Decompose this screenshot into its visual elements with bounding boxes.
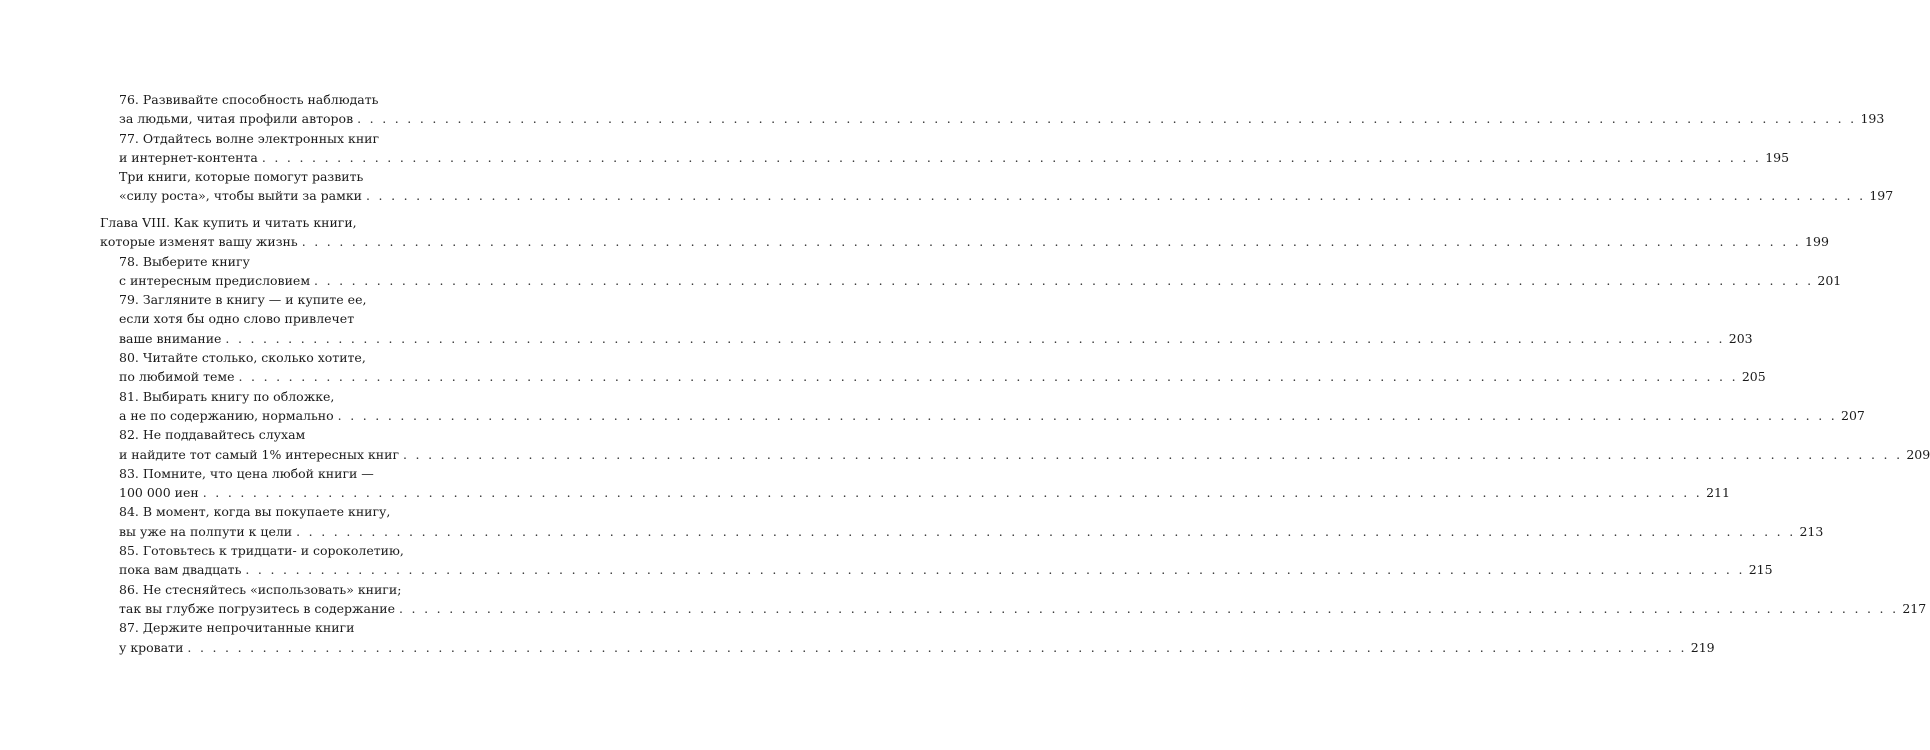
- toc-block-continued: [100, 90, 1894, 206]
- toc-line: [119, 129, 462, 148]
- toc-entry-text: и найдите тот самый 1% интересных книг: [119, 446, 399, 462]
- toc-line: [119, 618, 443, 637]
- toc-line: [119, 252, 443, 271]
- toc-entry-text: и интернет-контента: [119, 149, 258, 165]
- dot-leader: . . . . . . . . . . . . . . . . . . . . . . . . . . . . . . . . . . . . . . . . . . . . . . . . . . . . . . . . . . . . . . . . . . . . . . . . . . . . . . . . . . . . . . . . . . . . . . . . . . . . . . . . . . . . . . . . . . . . . . . .: [337, 407, 1838, 423]
- page-number: 201: [1817, 272, 1842, 288]
- chapter-heading: [100, 213, 1829, 252]
- toc-entry-text: 84. В момент, когда вы покупаете книгу,: [119, 504, 391, 520]
- toc-line: [119, 309, 443, 328]
- toc-entry: [119, 425, 1930, 464]
- toc-entry: [119, 348, 1766, 387]
- toc-entry: [119, 580, 1927, 619]
- toc-entry: [119, 618, 1715, 657]
- toc-entry-text: 79. Загляните в книгу — и купите ее,: [119, 292, 367, 308]
- page-number: 213: [1799, 523, 1824, 539]
- page-number: 197: [1869, 188, 1894, 204]
- toc-entry-text: пока вам двадцать: [119, 562, 242, 578]
- toc-line: [119, 541, 443, 560]
- toc-entry-text: 77. Отдайтесь волне электронных книг: [119, 130, 380, 146]
- toc-line-with-page: [119, 186, 1894, 205]
- toc-entry-text: если хотя бы одно слово привлечет: [119, 311, 355, 327]
- dot-leader: . . . . . . . . . . . . . . . . . . . . . . . . . . . . . . . . . . . . . . . . . . . . . . . . . . . . . . . . . . . . . . . . . . . . . . . . . . . . . . . . . . . . . . . . . . . . . . . . . . . . . . . . . . . . . . . . . . . . . . . .: [296, 523, 1796, 539]
- dot-leader: . . . . . . . . . . . . . . . . . . . . . . . . . . . . . . . . . . . . . . . . . . . . . . . . . . . . . . . . . . . . . . . . . . . . . . . . . . . . . . . . . . . . . . . . . . . . . . . . . . . . . . . . . . . . . . . . . . . . . . . .: [187, 639, 1687, 655]
- dot-leader: . . . . . . . . . . . . . . . . . . . . . . . . . . . . . . . . . . . . . . . . . . . . . . . . . . . . . . . . . . . . . . . . . . . . . . . . . . . . . . . . . . . . . . . . . . . . . . . . . . . . . . . . . . . . . . . . . . . . . . . .: [399, 600, 1899, 616]
- toc-entry: [119, 387, 1865, 426]
- toc-block-chapter-8: [100, 213, 1930, 657]
- toc-line: [119, 387, 443, 406]
- page-number: 215: [1748, 562, 1773, 578]
- toc-line-with-page: [119, 445, 1930, 464]
- dot-leader: . . . . . . . . . . . . . . . . . . . . . . . . . . . . . . . . . . . . . . . . . . . . . . . . . . . . . . . . . . . . . . . . . . . . . . . . . . . . . . . . . . . . . . . . . . . . . . . . . . . . . . . . . . . . . . . . . . . . . . . .: [403, 446, 1903, 462]
- toc-line-with-page: [100, 232, 1829, 251]
- toc-line: [119, 348, 443, 367]
- toc-entry: [119, 167, 1894, 206]
- toc-line-with-page: [119, 406, 1865, 425]
- toc-line-with-page: [119, 148, 1790, 167]
- toc-entry-text: за людьми, читая профили авторов: [119, 111, 354, 127]
- dot-leader: . . . . . . . . . . . . . . . . . . . . . . . . . . . . . . . . . . . . . . . . . . . . . . . . . . . . . . . . . . . . . . . . . . . . . . . . . . . . . . . . . . . . . . . . . . . . . . . . . . . . . . . . . . . . . . . . . . . . . . . .: [301, 234, 1802, 250]
- toc-line: [119, 502, 443, 521]
- toc-entry-text: 76. Развивайте способность наблюдать: [119, 92, 379, 107]
- toc-entry-text: 86. Не стесняйтесь «использовать» книги;: [119, 581, 402, 597]
- toc-entry-text: 82. Не поддавайтесь слухам: [119, 427, 306, 443]
- toc-line: [119, 290, 443, 309]
- toc-entry: [119, 502, 1824, 541]
- toc-entry-text: ваше внимание: [119, 330, 222, 346]
- toc-entry-text: Три книги, которые помогут развить: [119, 169, 364, 185]
- toc-line: [119, 167, 462, 186]
- toc-entry-text: 100 000 иен: [119, 485, 199, 501]
- toc-line: [119, 90, 462, 109]
- toc-line-with-page: [119, 560, 1773, 579]
- toc-entry-text: 85. Готовьтесь к тридцати- и сороколетию,: [119, 543, 404, 559]
- toc-entry-text: у кровати: [119, 639, 184, 655]
- page-number: 193: [1860, 111, 1885, 127]
- toc-entry-text: 83. Помните, что цена любой книги —: [119, 465, 374, 481]
- toc-line-with-page: [119, 109, 1885, 128]
- toc-entry-text: так вы глубже погрузитесь в содержание: [119, 600, 396, 616]
- toc-line: [119, 425, 443, 444]
- page-number: 209: [1906, 446, 1930, 462]
- toc-entry-text: Глава VIII. Как купить и читать книги,: [100, 215, 357, 230]
- toc-entry-text: 78. Выберите книгу: [119, 253, 250, 269]
- toc-line-with-page: [119, 483, 1730, 502]
- toc-entry: [119, 290, 1753, 348]
- page-number: 207: [1841, 407, 1865, 423]
- page-number: 203: [1728, 330, 1753, 346]
- toc-entry-text: по любимой теме: [119, 369, 235, 385]
- toc-entry-text: «силу роста», чтобы выйти за рамки: [119, 188, 362, 204]
- toc-entry-text: 80. Читайте столько, сколько хотите,: [119, 350, 366, 366]
- dot-leader: . . . . . . . . . . . . . . . . . . . . . . . . . . . . . . . . . . . . . . . . . . . . . . . . . . . . . . . . . . . . . . . . . . . . . . . . . . . . . . . . . . . . . . . . . . . . . . . . . . . . . . . . . . . . . . . . . . . . . . . .: [202, 485, 1703, 501]
- page-number: 205: [1741, 369, 1766, 385]
- dot-leader: . . . . . . . . . . . . . . . . . . . . . . . . . . . . . . . . . . . . . . . . . . . . . . . . . . . . . . . . . . . . . . . . . . . . . . . . . . . . . . . . . . . . . . . . . . . . . . . . . . . . . . . . . . . . . . . . . . . . . . . .: [238, 369, 1738, 385]
- toc-entry-text: а не по содержанию, нормально: [119, 407, 334, 423]
- toc-entry: [119, 541, 1773, 580]
- chapter-entries: [100, 252, 1930, 657]
- dot-leader: . . . . . . . . . . . . . . . . . . . . . . . . . . . . . . . . . . . . . . . . . . . . . . . . . . . . . . . . . . . . . . . . . . . . . . . . . . . . . . . . . . . . . . . . . . . . . . . . . . . . . . . . . . . . . . . . . . . . . . . .: [261, 149, 1762, 165]
- toc-entry-text: вы уже на полпути к цели: [119, 523, 293, 539]
- toc-line-with-page: [119, 271, 1842, 290]
- toc-line-with-page: [119, 367, 1766, 386]
- toc-line: [119, 464, 443, 483]
- toc-entry: [119, 464, 1730, 503]
- toc-line-with-page: [119, 329, 1753, 348]
- page-number: 199: [1805, 234, 1829, 250]
- page-number: 211: [1706, 485, 1730, 501]
- dot-leader: . . . . . . . . . . . . . . . . . . . . . . . . . . . . . . . . . . . . . . . . . . . . . . . . . . . . . . . . . . . . . . . . . . . . . . . . . . . . . . . . . . . . . . . . . . . . . . . . . . . . . . . . . . . . . . . . . . . . . . . .: [245, 562, 1745, 578]
- toc-entry: [119, 129, 1790, 168]
- page-number: 195: [1765, 149, 1790, 165]
- dot-leader: . . . . . . . . . . . . . . . . . . . . . . . . . . . . . . . . . . . . . . . . . . . . . . . . . . . . . . . . . . . . . . . . . . . . . . . . . . . . . . . . . . . . . . . . . . . . . . . . . . . . . . . . . . . . . . . . . . . . . . . .: [314, 272, 1814, 288]
- page-number: 219: [1690, 639, 1715, 655]
- toc-line-with-page: [119, 599, 1927, 618]
- toc-entry-text: 81. Выбирать книгу по обложке,: [119, 388, 335, 404]
- toc-entry-text: которые изменят вашу жизнь: [100, 234, 298, 250]
- toc-entry-text: 87. Держите непрочитанные книги: [119, 620, 355, 636]
- toc-line: [119, 580, 443, 599]
- dot-leader: . . . . . . . . . . . . . . . . . . . . . . . . . . . . . . . . . . . . . . . . . . . . . . . . . . . . . . . . . . . . . . . . . . . . . . . . . . . . . . . . . . . . . . . . . . . . . . . . . . . . . . . . . . . . . . . . . . . . . . . .: [357, 111, 1857, 127]
- toc-entry: [119, 252, 1842, 291]
- page-number: 217: [1902, 600, 1927, 616]
- toc-line-with-page: [119, 522, 1824, 541]
- toc-line: [100, 213, 443, 232]
- toc-line-with-page: [119, 638, 1715, 657]
- dot-leader: . . . . . . . . . . . . . . . . . . . . . . . . . . . . . . . . . . . . . . . . . . . . . . . . . . . . . . . . . . . . . . . . . . . . . . . . . . . . . . . . . . . . . . . . . . . . . . . . . . . . . . . . . . . . . . . . . . . . . . . .: [366, 188, 1866, 204]
- toc-entry: [119, 90, 1885, 129]
- toc-entry-text: с интересным предисловием: [119, 272, 311, 288]
- dot-leader: . . . . . . . . . . . . . . . . . . . . . . . . . . . . . . . . . . . . . . . . . . . . . . . . . . . . . . . . . . . . . . . . . . . . . . . . . . . . . . . . . . . . . . . . . . . . . . . . . . . . . . . . . . . . . . . . . . . . . . . .: [225, 330, 1725, 346]
